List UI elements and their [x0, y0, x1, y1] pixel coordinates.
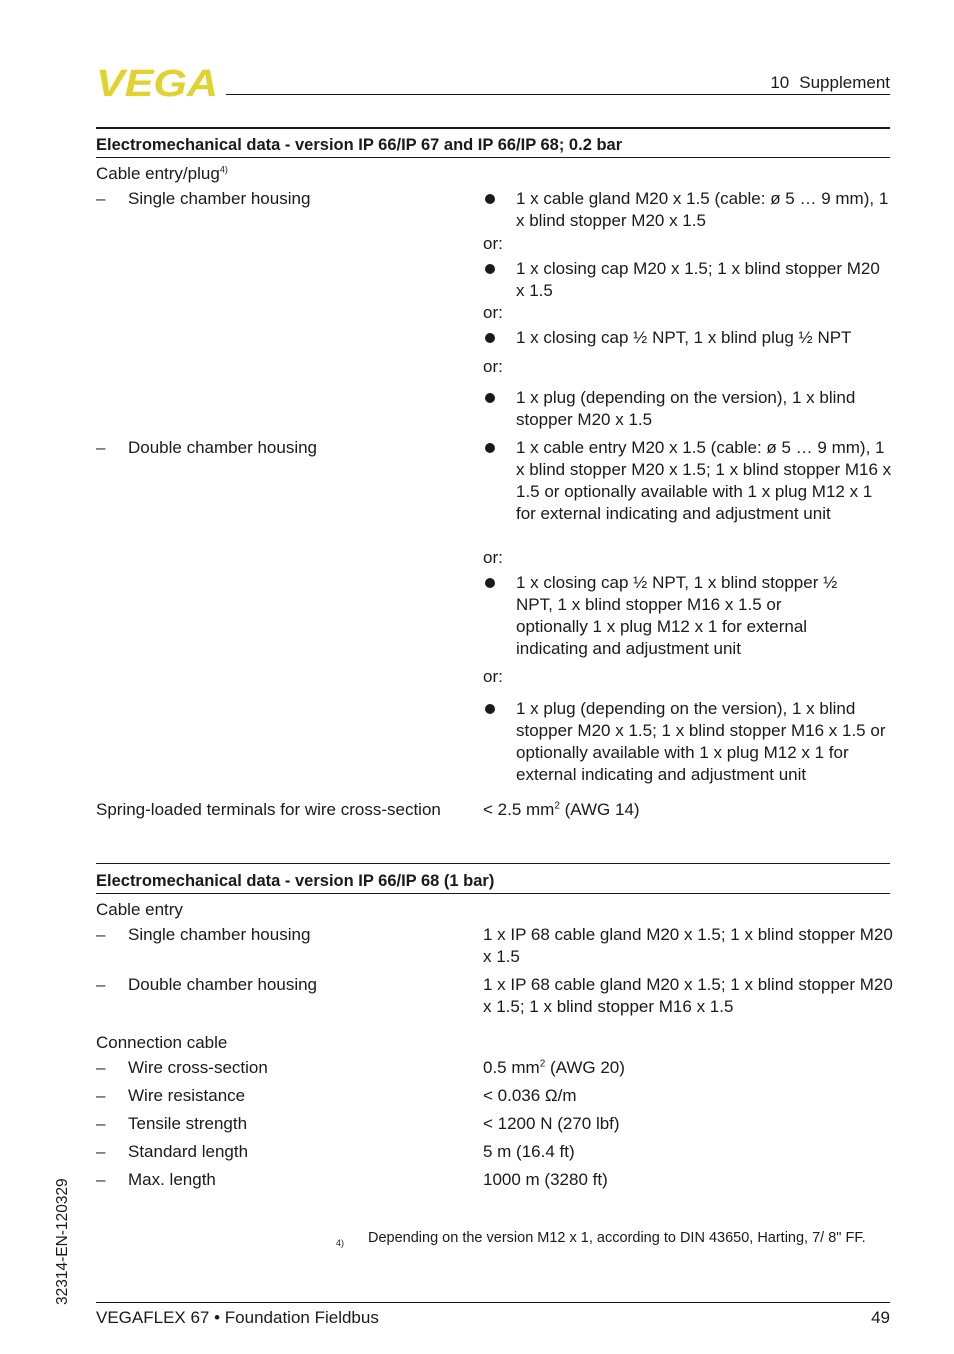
- tensile-strength-value: < 1200 N (270 lbf): [483, 1114, 620, 1133]
- or-label: or:: [483, 357, 503, 376]
- wire-cross-label: Wire cross-section: [128, 1058, 268, 1077]
- double-option-2: [483, 572, 893, 660]
- cable-entry-label: Cable entry: [96, 900, 183, 919]
- max-length-row: [96, 1169, 466, 1191]
- max-length-value: 1000 m (3280 ft): [483, 1170, 608, 1189]
- tensile-strength-row: [96, 1113, 466, 1135]
- double-option-1-text: 1 x cable entry M20 x 1.5 (cable: ø 5 … 9 mm), 1 x blind stopper M20 x 1.5; 1 x blind stopper M16 x 1.5 or optionally available with 1 x plug M12 x 1 for external indicating and adjustment unit: [516, 438, 892, 523]
- single-option-4: [483, 387, 893, 431]
- spring-value-sup: 2: [554, 800, 560, 812]
- s2-single-value: 1 x IP 68 cable gland M20 x 1.5; 1 x blind stopper M20 x 1.5: [483, 925, 893, 966]
- section1-title: Electromechanical data - version IP 66/IP 67 and IP 66/IP 68; 0.2 bar: [96, 136, 623, 154]
- bullet-icon: [485, 264, 495, 274]
- single-option-2-text: 1 x closing cap M20 x 1.5; 1 x blind stopper M20 x 1.5: [516, 259, 880, 300]
- single-option-1-text: 1 x cable gland M20 x 1.5 (cable: ø 5 … 9 mm), 1 x blind stopper M20 x 1.5: [516, 189, 889, 230]
- wire-resistance-row: [96, 1085, 466, 1107]
- double-option-2-text: 1 x closing cap ½ NPT, 1 x blind stopper ½ NPT, 1 x blind stopper M16 x 1.5 or optionally 1 x plug M12 x 1 for external indicating and adjustment unit: [516, 573, 838, 658]
- connection-cable-label: Connection cable: [96, 1033, 228, 1052]
- logo-text: VEGA: [96, 66, 218, 98]
- double-option-3-text: 1 x plug (depending on the version), 1 x blind stopper M20 x 1.5; 1 x blind stopper M16 x 1.5 or optionally available with 1 x plug M12 x 1 for external indicating and adjustment unit: [516, 699, 886, 784]
- cable-entry-plug-text: Cable entry/plug: [96, 164, 220, 183]
- s2-single-row: [96, 924, 466, 946]
- wire-cross-value: [483, 1057, 893, 1079]
- s2-double-value: 1 x IP 68 cable gland M20 x 1.5; 1 x blind stopper M20 x 1.5; 1 x blind stopper M16 x 1.5: [483, 975, 893, 1016]
- dash-marker: –: [96, 1170, 106, 1189]
- single-option-4-text: 1 x plug (depending on the version), 1 x blind stopper M20 x 1.5: [516, 388, 856, 429]
- standard-length-row: [96, 1141, 466, 1163]
- tensile-strength-label: Tensile strength: [128, 1114, 248, 1133]
- section-number: 10: [770, 73, 790, 92]
- footnote-ref: 4): [219, 164, 228, 175]
- bullet-icon: [485, 704, 495, 714]
- max-length-label: Max. length: [128, 1170, 216, 1189]
- dash-marker: –: [96, 925, 106, 944]
- footer-product: VEGAFLEX 67 • Foundation Fieldbus: [96, 1308, 379, 1327]
- header-rule: [226, 94, 890, 95]
- or-label: or:: [483, 667, 503, 686]
- bullet-icon: [485, 333, 495, 343]
- s2-double-label: Double chamber housing: [128, 975, 318, 994]
- section-header: [770, 72, 890, 94]
- section2-title-rule: [96, 893, 890, 894]
- footnote-text: Depending on the version M12 x 1, according to DIN 43650, Harting, 7/ 8" FF.: [368, 1230, 866, 1246]
- dash-marker: –: [96, 975, 106, 994]
- wire-cross-main: 0.5 mm: [483, 1058, 540, 1077]
- s2-double-row: [96, 974, 466, 996]
- single-option-2: [483, 258, 893, 302]
- dash-marker: –: [96, 189, 106, 208]
- dash-marker: –: [96, 1086, 106, 1105]
- or-label: or:: [483, 303, 503, 322]
- single-option-3: [483, 327, 893, 349]
- single-option-3-text: 1 x closing cap ½ NPT, 1 x blind plug ½ NPT: [516, 328, 852, 347]
- section1-top-rule: [96, 127, 890, 129]
- spring-terminals-label: Spring-loaded terminals for wire cross-section: [96, 800, 441, 819]
- wire-cross-row: [96, 1057, 466, 1079]
- bullet-icon: [485, 194, 495, 204]
- single-option-1: [483, 188, 893, 232]
- section1-title-rule: [96, 157, 890, 158]
- or-label: or:: [483, 548, 503, 567]
- or-label: or:: [483, 234, 503, 253]
- wire-cross-sup: 2: [539, 1058, 546, 1070]
- page-number: 49: [871, 1308, 890, 1327]
- spring-terminals-value: [483, 799, 893, 821]
- standard-length-label: Standard length: [128, 1142, 249, 1161]
- dash-marker: –: [96, 1114, 106, 1133]
- section-title: Supplement: [799, 73, 890, 92]
- dash-marker: –: [96, 438, 106, 457]
- vega-logo: [96, 66, 220, 98]
- standard-length-value: 5 m (16.4 ft): [483, 1142, 575, 1161]
- wire-resistance-value: < 0.036 Ω/m: [483, 1086, 577, 1105]
- footnote-mark: 4): [336, 1238, 345, 1248]
- footer-rule: [96, 1302, 890, 1303]
- spring-value-unit: (AWG 14): [559, 800, 640, 819]
- wire-cross-unit: (AWG 20): [545, 1058, 625, 1077]
- bullet-icon: [485, 393, 495, 403]
- double-chamber-row: [96, 437, 466, 459]
- wire-resistance-label: Wire resistance: [128, 1086, 246, 1105]
- cable-entry-plug-label: [96, 163, 228, 185]
- double-option-3: [483, 698, 893, 786]
- section2-top-rule: [96, 863, 890, 864]
- section2-title: Electromechanical data - version IP 66/IP 68 (1 bar): [96, 872, 495, 890]
- spring-value-main: < 2.5 mm: [483, 800, 555, 819]
- single-chamber-row: [96, 188, 466, 210]
- single-chamber-label: Single chamber housing: [128, 189, 311, 208]
- double-chamber-label: Double chamber housing: [128, 438, 318, 457]
- bullet-icon: [485, 443, 495, 453]
- document-code: 32314-EN-120329: [54, 1178, 71, 1305]
- double-option-1: [483, 437, 893, 525]
- bullet-icon: [485, 578, 495, 588]
- dash-marker: –: [96, 1058, 106, 1077]
- dash-marker: –: [96, 1142, 106, 1161]
- s2-single-label: Single chamber housing: [128, 925, 311, 944]
